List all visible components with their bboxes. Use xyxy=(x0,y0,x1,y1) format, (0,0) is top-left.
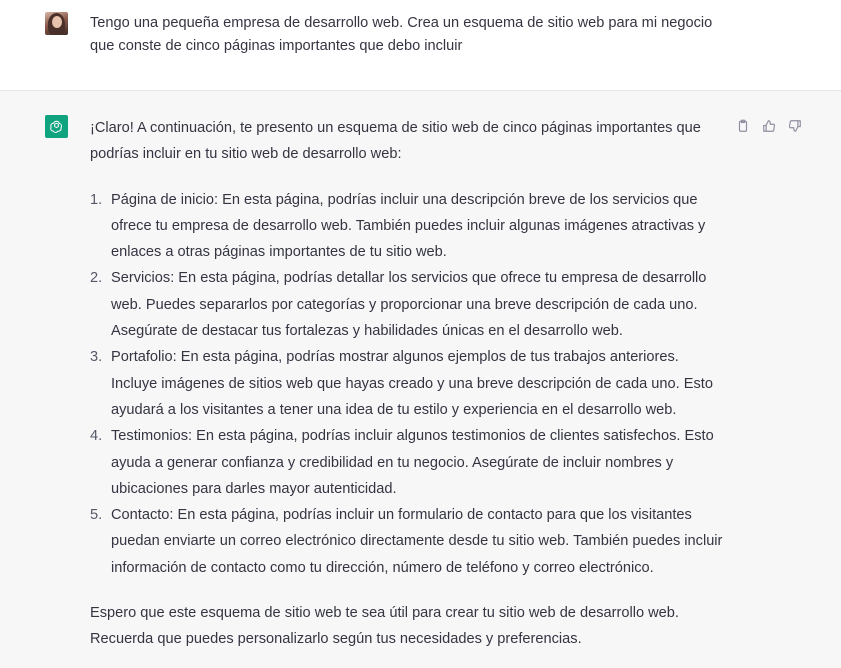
list-item-text: Testimonios: En esta página, podrías incluir algunos testimonios de clientes satisfechos. Esto ayuda a generar confianza y credibilidad en tu negocio. Asegúrate de incluir nombres y ubicaciones para darles mayor autenticidad. xyxy=(111,428,714,497)
list-item-number: 3. xyxy=(90,349,103,366)
assistant-outro: Espero que este esquema de sitio web te sea útil para crear tu sitio web de desarrollo web. Recuerda que puedes personalizarlo según tus necesidades y preferencias. xyxy=(90,605,679,648)
message-actions xyxy=(735,118,803,134)
user-message-row xyxy=(0,0,841,91)
thumbs-up-button[interactable] xyxy=(761,118,777,134)
list-item-text: Servicios: En esta página, podrías detallar los servicios que ofrece tu empresa de desarrollo web. Puedes separarlos por categorías y proporcionar una breve descripción de cada uno. Asegúrate de destacar tus fortalezas y habilidades únicas en el desarrollo web. xyxy=(111,270,707,340)
list-item-text: Contacto: En esta página, podrías incluir un formulario de contacto para que los visitantes puedan enviarte un correo electrónico directamente desde tu sitio web. También puedes incluir información de contacto como tu dirección, número de teléfono y correo electrónico. xyxy=(111,507,723,576)
thumbs-up-icon xyxy=(762,119,776,133)
list-item-text: Portafolio: En esta página, podrías mostrar algunos ejemplos de tus trabajos anteriores. Incluye imágenes de sitios web que hayas creado y una breve descripción de cada uno. Esto ayudará a los visitantes a tener una idea de tu estilo y experiencia en el desarrollo web. xyxy=(111,349,713,418)
assistant-message-row xyxy=(0,91,841,668)
assistant-intro: ¡Claro! A continuación, te presento un esquema de sitio web de cinco páginas importantes que podrías incluir en tu sitio web de desarrollo web: xyxy=(90,120,701,163)
list-item-number: 4. xyxy=(90,428,103,445)
user-message-text: Tengo una pequeña empresa de desarrollo web. Crea un esquema de sitio web para mi negocio que conste de cinco páginas importantes que debo incluir xyxy=(90,15,713,54)
list-item xyxy=(90,265,725,344)
assistant-message-content xyxy=(90,115,725,653)
list-item xyxy=(90,187,725,266)
list-item-number: 1. xyxy=(90,191,103,208)
user-avatar xyxy=(45,12,68,35)
website-outline-list xyxy=(90,187,725,581)
list-item xyxy=(90,423,725,502)
copy-button[interactable] xyxy=(735,118,751,134)
clipboard-icon xyxy=(736,119,750,133)
list-item-number: 5. xyxy=(90,507,103,524)
list-item-number: 2. xyxy=(90,270,103,287)
list-item-text: Página de inicio: En esta página, podrías incluir una descripción breve de los servicios que ofrece tu empresa de desarrollo web. También puedes incluir algunas imágenes atractivas y enlaces a otras páginas importantes de tu sitio web. xyxy=(111,191,706,261)
list-item xyxy=(90,344,725,423)
thumbs-down-icon xyxy=(788,119,802,133)
thumbs-down-button[interactable] xyxy=(787,118,803,134)
openai-logo-icon xyxy=(45,115,68,138)
list-item xyxy=(90,502,725,581)
